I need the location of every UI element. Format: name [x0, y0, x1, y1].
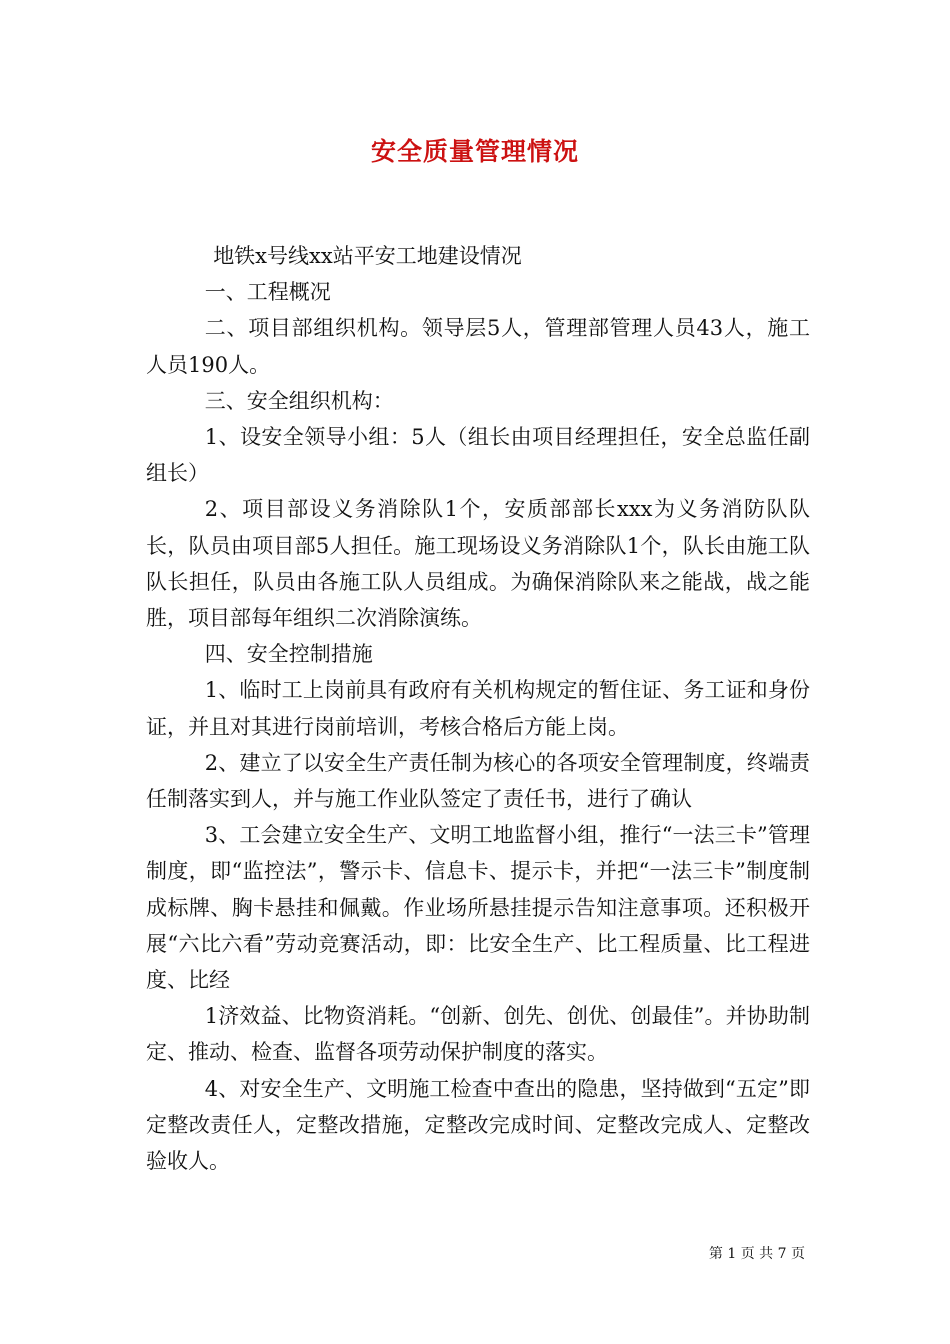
section-heading-safety-measures: 四、安全控制措施 — [204, 642, 373, 667]
document-title: 安全质量管理情况 — [370, 137, 579, 166]
paragraph-safety-group: 1、设安全领导小组：5人（组长由项目经理担任，安全总监任副组长） — [146, 425, 810, 486]
paragraph-measure-3-continued: 1济效益、比物资消耗。“创新、创先、创优、创最佳”。并协助制定、推动、检查、监督各项劳动保护制度的落实。 — [146, 1004, 810, 1065]
paragraph-measure-4: 4、对安全生产、文明施工检查中查出的隐患，坚持做到“五定”即定整改责任人，定整改措施，定整改完成时间、定整改完成人、定整改验收人。 — [146, 1076, 810, 1174]
document-body — [146, 238, 810, 1179]
paragraph-subtitle: 地铁x号线xx站平安工地建设情况 — [213, 244, 522, 268]
section-heading-safety-organization: 三、安全组织机构： — [204, 388, 394, 413]
page-number-footer: 第 1 页 共 7 页 — [708, 1246, 805, 1262]
paragraph-measure-2: 2、建立了以安全生产责任制为核心的各项安全管理制度，终端责任制落实到人，并与施工作业队签定了责任书，进行了确认 — [146, 750, 810, 812]
section-heading-overview: 一、工程概况 — [204, 280, 331, 305]
paragraph-measure-3: 3、工会建立安全生产、文明工地监督小组，推行“一法三卡”管理制度，即“监控法”，警示卡、信息卡、提示卡，并把“一法三卡”制度制成标牌、胸卡悬挂和佩戴。作业场所悬挂提示告知注意事项。还积极开展“六比六看”劳动竞赛活动，即：比安全生产、比工程质量、比工程进度、比经 — [146, 823, 810, 993]
paragraph-organization: 二、项目部组织机构。领导层5人，管理部管理人员43人，施工人员190人。 — [146, 316, 810, 377]
paragraph-fire-team: 2、项目部设义务消除队1个，安质部部长xxx为义务消防队队长，队员由项目部5人担任。施工现场设义务消除队1个，队长由施工队队长担任，队员由各施工队人员组成。为确保消除队来之能战，战之能胜，项目部每年组织二次消除演练。 — [146, 497, 810, 631]
paragraph-measure-1: 1、临时工上岗前具有政府有关机构规定的暂住证、务工证和身份证，并且对其进行岗前培训，考核合格后方能上岗。 — [146, 678, 810, 739]
